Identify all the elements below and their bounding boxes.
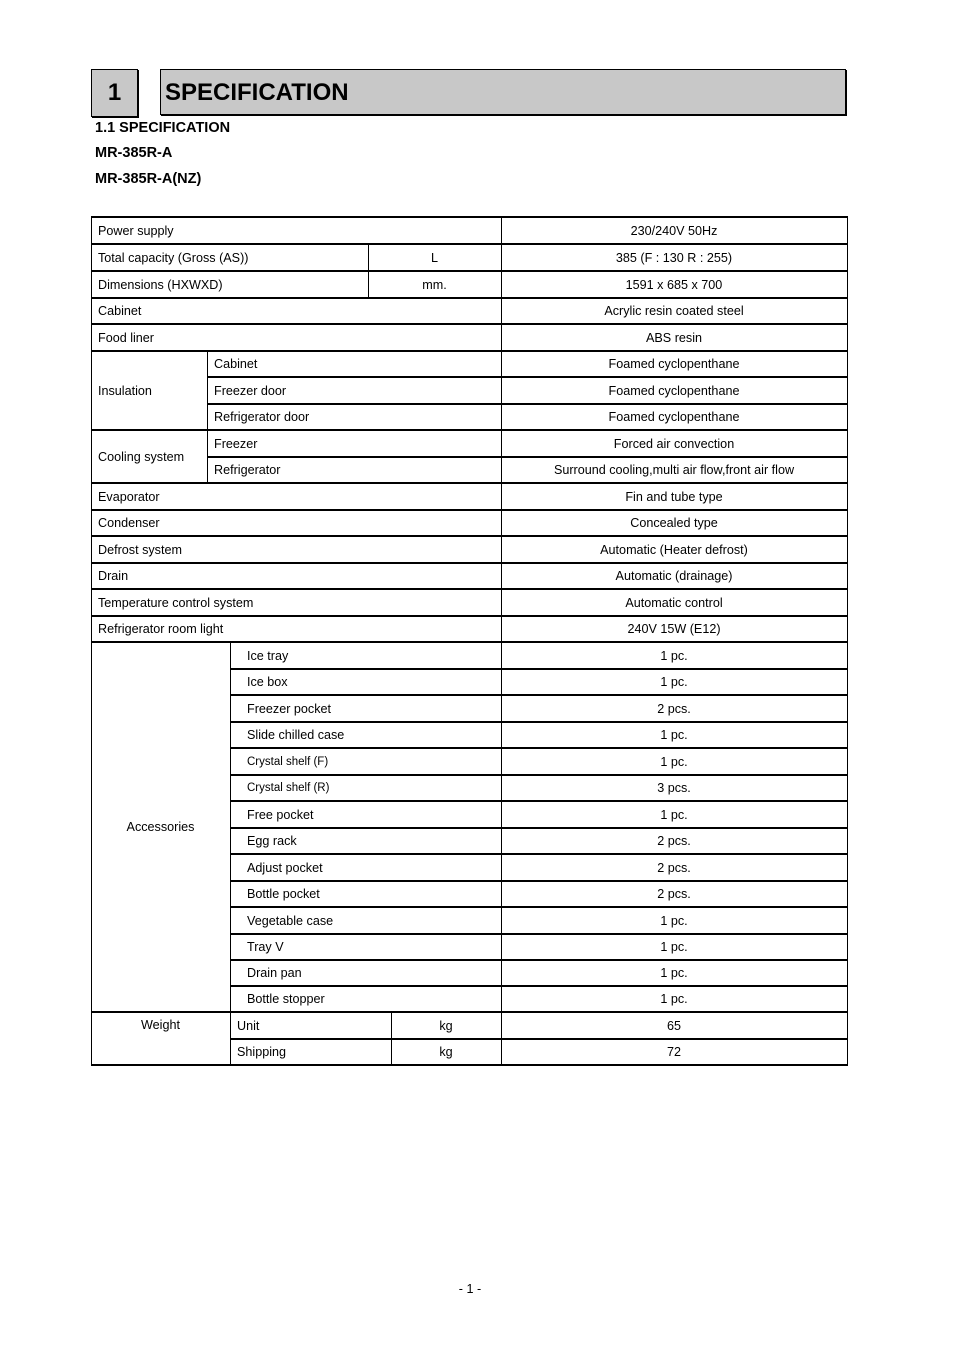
- model-name: MR-385R-A: [95, 145, 173, 161]
- accessory-label: Slide chilled case: [247, 728, 345, 742]
- weight-sub-label: Unit: [237, 1018, 260, 1033]
- weight-unit: kg: [439, 1045, 453, 1059]
- accessory-qty: 1 pc.: [660, 913, 688, 928]
- weight-label: Weight: [141, 1018, 180, 1032]
- dimensions-value: 1591 x 685 x 700: [625, 277, 723, 292]
- accessory-qty: 1 pc.: [660, 648, 688, 663]
- evaporator-label: Evaporator: [98, 489, 160, 504]
- accessory-label: Egg rack: [247, 834, 297, 848]
- accessory-label: Bottle stopper: [247, 992, 325, 1006]
- temperature-control-value: Automatic control: [625, 595, 723, 610]
- evaporator-value: Fin and tube type: [625, 489, 723, 504]
- accessory-qty: 2 pcs.: [657, 860, 691, 875]
- accessory-qty: 2 pcs.: [657, 701, 691, 716]
- cooling-system-value: Forced air convection: [613, 436, 735, 451]
- food-liner-value: ABS resin: [646, 330, 702, 345]
- cabinet-value: Acrylic resin coated steel: [604, 304, 744, 318]
- insulation-sub-label: Refrigerator door: [214, 410, 310, 424]
- dimensions-label: Dimensions (HXWXD): [98, 277, 223, 292]
- power-supply-label: Power supply: [98, 223, 174, 238]
- drain-label: Drain: [98, 569, 129, 583]
- model-name: MR-385R-A(NZ): [95, 171, 202, 187]
- defrost-system-value: Automatic (Heater defrost): [600, 542, 748, 557]
- total-capacity-value: 385 (F : 130 R : 255): [615, 250, 733, 265]
- accessory-qty: 1 pc.: [660, 940, 688, 954]
- weight-sub-label: Shipping: [237, 1045, 287, 1059]
- weight-value: 72: [666, 1045, 681, 1059]
- accessory-label: Free pocket: [247, 807, 314, 822]
- accessory-qty: 1 pc.: [660, 992, 688, 1006]
- defrost-system-label: Defrost system: [98, 542, 182, 557]
- section-title: SPECIFICATION: [160, 69, 846, 115]
- condenser-label: Condenser: [98, 516, 160, 530]
- accessory-qty: 1 pc.: [660, 675, 688, 689]
- accessory-qty: 1 pc.: [660, 807, 688, 822]
- accessory-label: Crystal shelf (F): [247, 755, 329, 768]
- total-capacity-unit: L: [430, 250, 438, 265]
- insulation-sub-label: Cabinet: [214, 357, 258, 371]
- weight-unit: kg: [439, 1018, 453, 1033]
- insulation-value: Foamed cyclopenthane: [608, 357, 740, 371]
- accessory-label: Adjust pocket: [247, 860, 323, 875]
- insulation-sub-label: Freezer door: [214, 383, 287, 398]
- accessory-label: Bottle pocket: [247, 887, 320, 901]
- accessory-qty: 1 pc.: [660, 966, 688, 980]
- weight-value: 65: [666, 1018, 681, 1033]
- accessory-label: Crystal shelf (R): [247, 782, 330, 794]
- insulation-value: Foamed cyclopenthane: [608, 410, 740, 424]
- cooling-system-label: Cooling system: [98, 449, 185, 464]
- accessory-qty: 2 pcs.: [657, 887, 691, 901]
- accessory-label: Drain pan: [247, 966, 302, 980]
- subsection-title: 1.1 SPECIFICATION: [95, 120, 231, 136]
- food-liner-label: Food liner: [98, 330, 155, 345]
- cooling-system-value: Surround cooling,multi air flow,front air flow: [553, 463, 795, 477]
- power-supply-value: 230/240V 50Hz: [630, 223, 718, 238]
- dimensions-unit: mm.: [422, 277, 447, 292]
- accessory-qty: 2 pcs.: [657, 834, 691, 848]
- accessory-label: Ice box: [247, 675, 288, 689]
- accessory-label: Ice tray: [247, 648, 289, 663]
- cabinet-label: Cabinet: [98, 304, 142, 318]
- room-light-label: Refrigerator room light: [98, 622, 224, 636]
- page-number: - 1 -: [458, 1282, 482, 1296]
- cooling-system-sub-label: Refrigerator: [214, 463, 281, 477]
- accessory-label: Tray V: [247, 940, 284, 954]
- insulation-value: Foamed cyclopenthane: [608, 383, 740, 398]
- accessory-qty: 1 pc.: [660, 728, 688, 742]
- accessory-label: Freezer pocket: [247, 701, 331, 716]
- total-capacity-label: Total capacity (Gross (AS)): [98, 250, 249, 265]
- condenser-value: Concealed type: [630, 516, 718, 530]
- room-light-value: 240V 15W (E12): [627, 622, 721, 636]
- section-number: 1: [91, 69, 138, 117]
- insulation-label: Insulation: [98, 383, 152, 398]
- accessory-label: Vegetable case: [247, 913, 334, 928]
- accessory-qty: 1 pc.: [660, 754, 688, 769]
- accessory-qty: 3 pcs.: [657, 781, 691, 795]
- drain-value: Automatic (drainage): [615, 569, 733, 583]
- temperature-control-label: Temperature control system: [98, 595, 254, 610]
- cooling-system-sub-label: Freezer: [214, 436, 258, 451]
- accessories-label: Accessories: [126, 820, 195, 834]
